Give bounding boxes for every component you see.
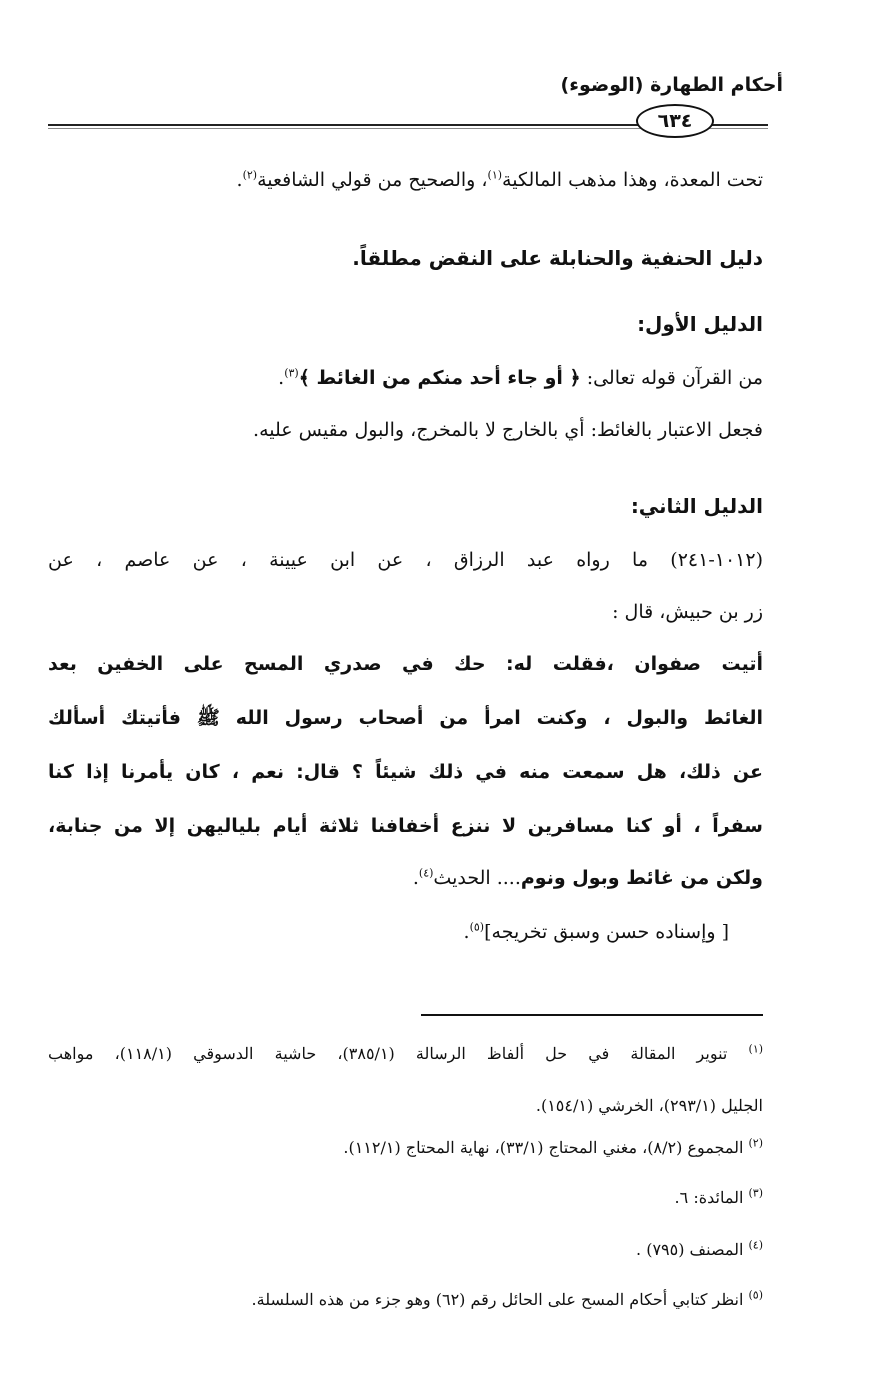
grading-line: [ وإسناده حسن وسبق تخريجه]$^{(٥)}$. [463, 920, 729, 943]
proof-1-heading: الدليل الأول: [637, 312, 763, 336]
footnote-2: $^{(٢)}$ المجموع (٨/٢)، مغني المحتاج (٣٣/١)، نهاية المحتاج (١١٢/١). [343, 1136, 763, 1157]
footnote-ref-2[interactable]: (٢) [242, 168, 258, 182]
footnote-5: $^{(٥)}$ انظر كتابي أحكام المسح على الحائل رقم (٦٢) وهو جزء من هذه السلسلة. [251, 1288, 763, 1309]
footnote-ref-4[interactable]: (٤) [418, 866, 434, 880]
hadith-line-4: سفراً ، أو كنا مسافرين لا ننزع أخفافنا ثلاثة أيام بلياليهن إلا من جنابة، [48, 815, 763, 837]
proof-2-heading: الدليل الثاني: [630, 494, 763, 518]
running-title: أحكام الطهارة (الوضوء) [560, 74, 783, 96]
narration-line-2: زر بن حبيش، قال : [612, 601, 763, 623]
quran-verse: ﴿ أو جاء أحد منكم من الغائط ﴾ [298, 367, 581, 389]
hadith-line-1: أتيت صفوان ،فقلت له: حك في صدري المسح على الخفين بعد [48, 653, 763, 675]
narration-line-1: (١٠١٢-٢٤١) ما رواه عبد الرزاق ، عن ابن عيينة ، عن عاصم ، عن [48, 549, 763, 571]
footnote-ref-1[interactable]: (١) [487, 168, 503, 182]
body-line-1: تحت المعدة، وهذا مذهب المالكية$^{(١)}$، والصحيح من قولي الشافعية$^{(٢)}$. [236, 168, 763, 191]
explanation-line: فجعل الاعتبار بالغائط: أي بالخارج لا بالمخرج، والبول مقيس عليه. [253, 419, 763, 441]
quran-line: من القرآن قوله تعالى: ﴿ أو جاء أحد منكم من الغائط ﴾$^{(٣)}$. [278, 366, 763, 389]
footnote-4: $^{(٤)}$ المصنف (٧٩٥) . [636, 1238, 763, 1259]
page-number-badge: ٦٣٤ [636, 104, 714, 138]
footnote-1-continuation: الجليل (٢٩٣/١)، الخرشي (١٥٤/١). [535, 1096, 763, 1115]
footnote-3: $^{(٣)}$ المائدة: ٦. [674, 1186, 763, 1207]
footnote-separator [421, 1014, 763, 1016]
footnote-ref-3[interactable]: (٣) [284, 366, 299, 380]
footnote-ref-5[interactable]: (٥) [469, 920, 485, 934]
hadith-line-2: الغائط والبول ، وكنت امرأ من أصحاب رسول الله ﷺ فأتيتك أسألك [48, 707, 763, 729]
footnote-1: $^{(١)}$ تنوير المقالة في حل ألفاظ الرسالة (٣٨٥/١)، حاشية الدسوقي (١١٨/١)، مواهب [48, 1042, 764, 1063]
hadith-line-5: ولكن من غائط وبول ونوم.... الحديث$^{(٤)}$. [412, 866, 763, 889]
hadith-line-3: عن ذلك، هل سمعت منه في ذلك شيئاً ؟ قال: نعم ، كان يأمرنا إذا كنا [48, 761, 763, 783]
section-heading: دليل الحنفية والحنابلة على النقض مطلقاً. [352, 246, 763, 270]
